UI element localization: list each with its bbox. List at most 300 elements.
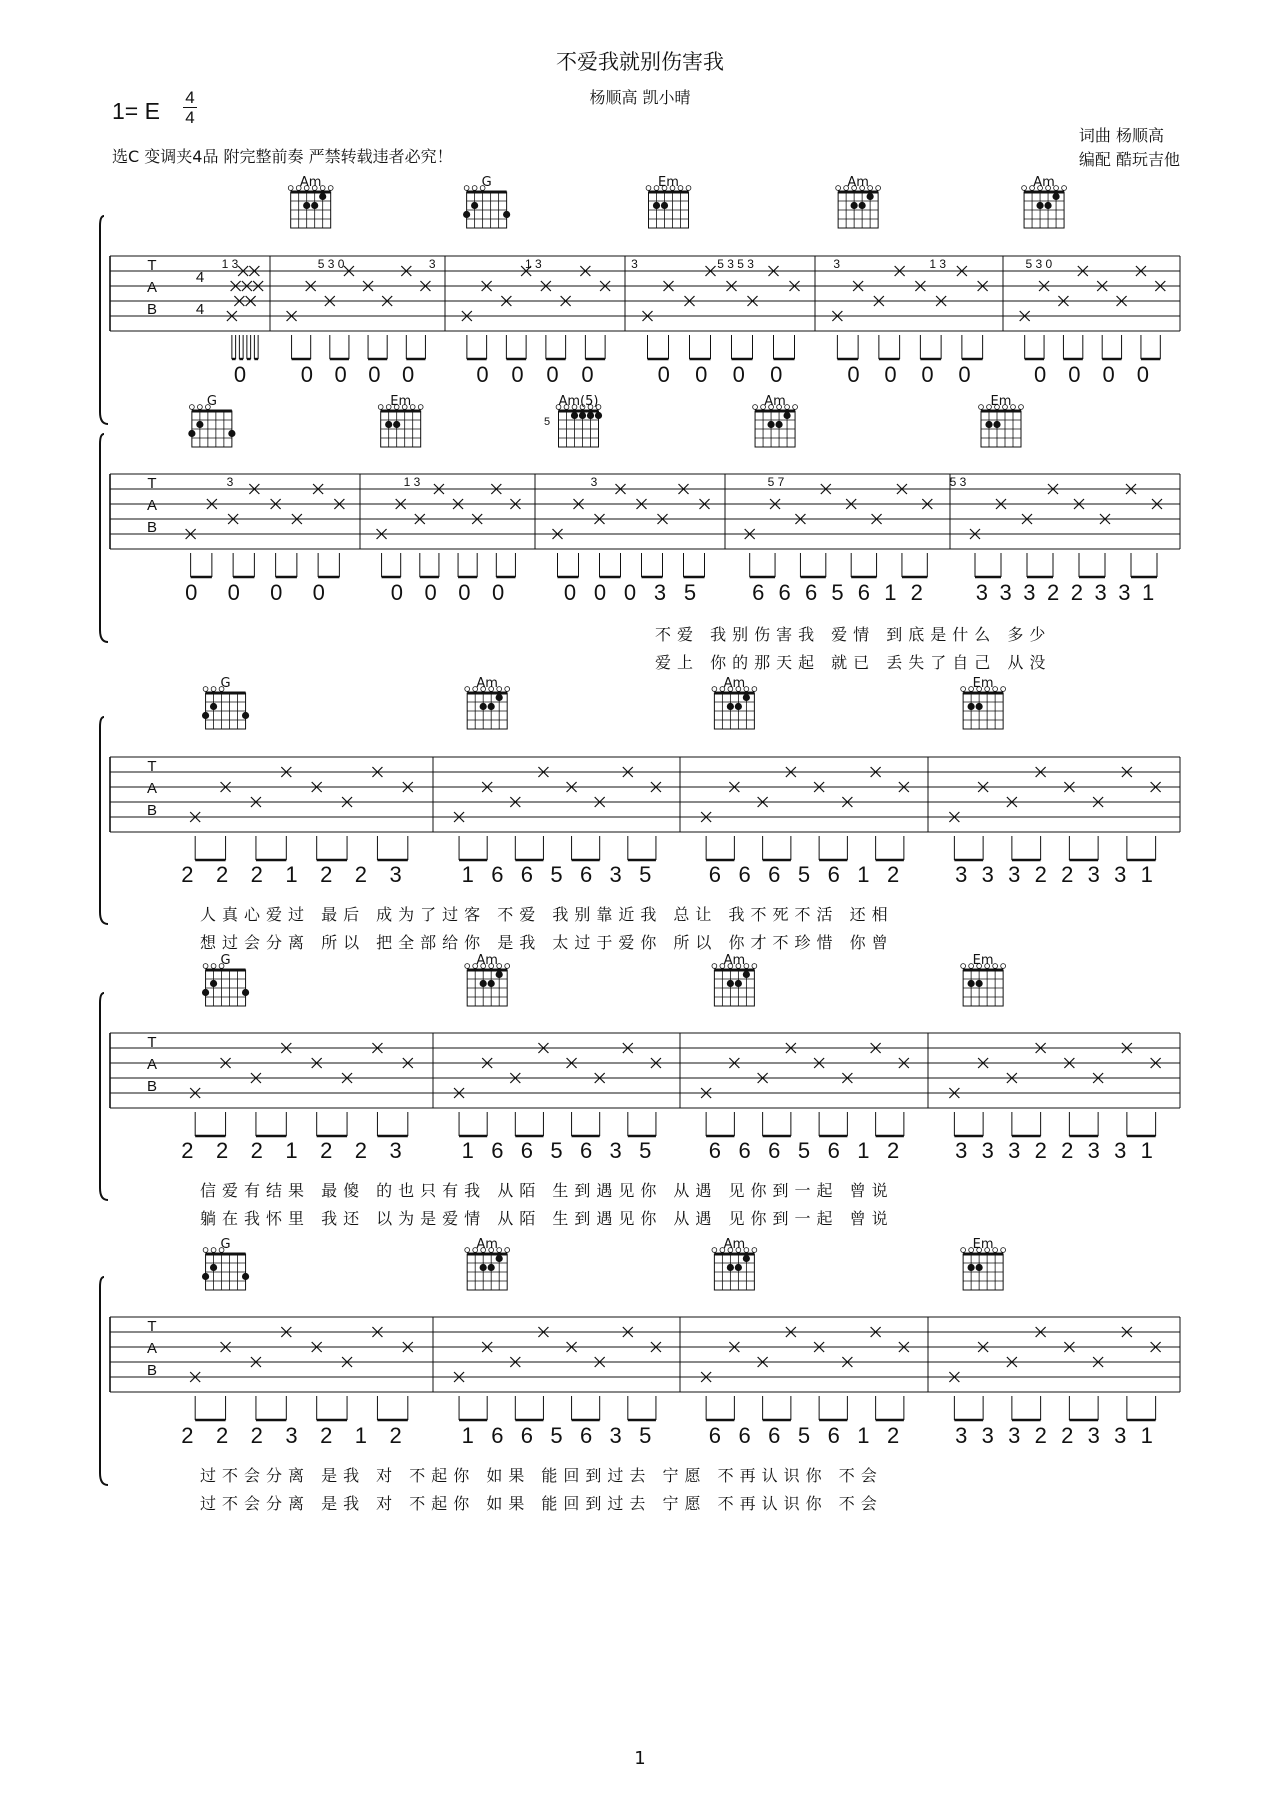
lyric-line: 信爱有结果 最傻 的也只有我 从陌 生到遇见你 从遇 见你到一起 曾说 [200,1181,894,1200]
open-string-marker [753,405,758,410]
chord-finger-dot [480,703,487,710]
open-string-marker [752,964,757,969]
jianpu-note: 3 [1087,1423,1100,1448]
jianpu-note: 6 [708,1423,721,1448]
capo-note: 选C 变调夹4品 附完整前奏 严禁转载违者必究！ [112,147,453,166]
lyrics-music-credit: 词曲 杨顺高 [1078,126,1164,145]
chord-finger-dot [976,980,983,987]
system-bracket [100,434,108,642]
open-string-marker [836,186,841,191]
chord-diagram-1 [465,953,510,1006]
chord-diagram-0 [188,394,235,447]
tab-fret-number: 5 3 5 3 [717,257,754,271]
jianpu-note: 3 [609,862,622,887]
jianpu-note: 3 [285,1423,298,1448]
jianpu-note: 5 [797,1423,811,1448]
jianpu-note: 3 [1087,1138,1100,1163]
open-string-marker [712,1248,717,1253]
song-artist: 杨顺高 凯小晴 [589,88,691,107]
open-string-marker [505,687,510,692]
jianpu-note: 2 [181,1138,194,1163]
chord-finger-dot [488,980,495,987]
chord-finger-dot [653,202,660,209]
jianpu-note: 5 [639,862,652,887]
lyric-line: 想过会分离 所以 把全部给你 是我 太过于爱你 所以 你才不珍惜 你曾 [200,933,894,952]
chord-diagram-5 [1022,175,1067,228]
jianpu-note: 3 [1114,1138,1127,1163]
open-string-marker [1001,1248,1006,1253]
jianpu-note: 6 [804,580,818,605]
tab-fret-number: 1 3 [403,475,421,489]
chord-finger-dot [968,1264,975,1271]
jianpu-note: 0 [847,362,860,387]
chord-finger-dot [783,412,790,419]
chord-finger-dot [595,412,602,419]
tab-clef-letter: T [147,475,157,492]
chord-name: G [481,175,492,190]
jianpu-note: 6 [857,580,871,605]
jianpu-note: 6 [491,1138,504,1163]
jianpu-note: 0 [770,362,783,387]
chord-finger-dot [503,211,510,218]
jianpu-note: 2 [887,862,900,887]
chord-finger-dot [488,1264,495,1271]
tab-fret-number: 5 3 0 [1025,257,1053,271]
chord-name: Em [972,676,994,691]
jianpu-note: 0 [270,580,283,605]
chord-name: Am [476,1237,498,1252]
jianpu-note: 3 [389,862,402,887]
jianpu-note: 0 [732,362,745,387]
chord-diagram-3 [646,175,691,228]
jianpu-note: 6 [752,580,765,605]
open-string-marker [465,1248,470,1253]
tab-fret-number: 3 [833,257,841,271]
open-string-marker [961,687,966,692]
jianpu-note: 5 [797,862,811,887]
chord-name: Em [972,1237,994,1252]
chord-finger-dot [202,712,209,719]
open-string-marker [203,1248,208,1253]
jianpu-note: 0 [593,580,607,605]
open-string-marker [1062,186,1067,191]
tab-fret-number: 5 3 [949,475,967,489]
jianpu-note: 2 [320,1138,333,1163]
jianpu-note: 0 [623,580,637,605]
chord-finger-dot [303,202,310,209]
tab-time-signature: 4 [195,269,205,286]
open-string-marker [712,687,717,692]
chord-finger-dot [727,703,734,710]
jianpu-note: 0 [185,580,198,605]
jianpu-note: 6 [579,1138,593,1163]
jianpu-note: 0 [390,580,403,605]
chord-finger-dot [743,1255,750,1262]
jianpu-note: 2 [1034,1423,1047,1448]
chord-diagram-3 [961,1237,1006,1290]
tab-clef-letter: T [147,1034,157,1051]
jianpu-note: 2 [215,862,229,887]
jianpu-note: 1 [884,580,897,605]
chord-name: Am [723,1237,746,1252]
jianpu-note: 1 [461,1138,474,1163]
jianpu-note: 2 [1061,1138,1074,1163]
jianpu-note: 2 [354,1138,368,1163]
chord-finger-dot [661,202,668,209]
chord-diagram-0 [202,676,249,729]
chord-finger-dot [775,421,782,428]
jianpu-note: 0 [958,362,971,387]
chord-finger-dot [471,202,478,209]
jianpu-note: 6 [778,580,791,605]
chord-finger-dot [228,430,235,437]
chord-finger-dot [385,421,392,428]
open-string-marker [288,186,293,191]
chord-finger-dot [393,421,400,428]
jianpu-note: 3 [1008,862,1021,887]
jianpu-note: 0 [300,362,313,387]
jianpu-note: 3 [955,862,968,887]
tab-fret-number: 1 3 [929,257,947,271]
jianpu-note: 0 [511,362,524,387]
chord-finger-dot [976,703,983,710]
tab-fret-number: 5 7 [767,475,785,489]
chord-finger-dot [496,1255,503,1262]
chord-name: G [220,1237,231,1252]
jianpu-note: 3 [1114,1423,1127,1448]
open-string-marker [505,964,510,969]
jianpu-note: 3 [999,580,1012,605]
jianpu-note: 5 [550,1423,563,1448]
jianpu-note: 3 [1094,580,1107,605]
tab-clef-letter: A [146,279,158,296]
jianpu-note: 0 [492,580,505,605]
chord-finger-dot [202,1273,209,1280]
open-string-marker [203,964,208,969]
jianpu-note: 2 [1047,580,1060,605]
jianpu-note: 1 [857,1423,870,1448]
chord-finger-dot [859,202,866,209]
jianpu-note: 6 [768,1138,781,1163]
chord-diagram-2 [712,1237,757,1290]
tab-fret-number: 3 [428,257,436,271]
jianpu-note: 2 [250,1423,263,1448]
open-string-marker [1019,405,1024,410]
chord-finger-dot [767,421,774,428]
chord-name: Am [299,175,322,190]
jianpu-note: 1 [1140,1423,1153,1448]
jianpu-note: 0 [1034,362,1047,387]
chord-name: Em [990,394,1012,409]
jianpu-note: 1 [857,862,870,887]
chord-diagram-1 [465,676,510,729]
chord-name: Am(5) [558,394,599,409]
jianpu-note: 0 [227,580,240,605]
tab-fret-number: 3 [631,257,638,271]
jianpu-note: 6 [708,1138,721,1163]
chord-finger-dot [242,712,249,719]
tab-time-signature: 4 [195,301,205,318]
jianpu-note: 3 [1008,1138,1021,1163]
tab-fret-number: 1 3 [524,257,542,271]
jianpu-note: 0 [581,362,594,387]
open-string-marker [752,1248,757,1253]
chord-diagram-2 [556,394,602,447]
jianpu-note: 1 [461,862,474,887]
jianpu-note: 2 [320,862,333,887]
open-string-marker [378,405,383,410]
jianpu-note: 6 [738,1423,751,1448]
tab-fret-number: 1 3 [221,257,239,271]
chord-finger-dot [993,421,1000,428]
open-string-marker [505,1248,510,1253]
jianpu-note: 0 [312,580,325,605]
jianpu-note: 3 [955,1138,968,1163]
jianpu-note: 0 [424,580,437,605]
jianpu-note: 1 [461,1423,474,1448]
chord-diagram-3 [753,394,798,447]
jianpu-note: 0 [1136,362,1149,387]
chord-diagram-1 [288,175,333,228]
tab-fret-number: 3 [590,475,598,489]
jianpu-note: 3 [1114,862,1127,887]
lyric-line: 过不会分离 是我 对 不起你 如果 能回到过去 宁愿 不再认识你 不会 [200,1466,883,1485]
jianpu-note: 5 [639,1423,652,1448]
chord-name: Em [390,394,412,409]
chord-finger-dot [319,193,326,200]
chord-finger-dot [571,412,578,419]
open-string-marker [472,186,477,191]
jianpu-note: 0 [458,580,471,605]
jianpu-note: 0 [884,362,897,387]
jianpu-note: 5 [639,1138,652,1163]
jianpu-note: 3 [653,580,667,605]
jianpu-note: 6 [520,1423,534,1448]
tab-clef-letter: B [146,1078,158,1095]
chord-name: G [206,394,217,409]
open-string-marker [646,186,651,191]
open-string-marker [752,687,757,692]
chord-finger-dot [210,703,217,710]
open-string-marker [465,687,470,692]
jianpu-note: 3 [975,580,988,605]
jianpu-note: 0 [1068,362,1081,387]
jianpu-note: 1 [1142,580,1155,605]
jianpu-note: 6 [520,1138,534,1163]
system-bracket [100,216,108,424]
chord-finger-dot [242,1273,249,1280]
key-signature: 1= E [112,98,160,124]
tab-fret-number: 3 [226,475,234,489]
chord-finger-dot [968,703,975,710]
tab-clef-letter: T [147,1318,157,1335]
time-signature-top: 4 [185,88,195,107]
chord-finger-dot [496,694,503,701]
tab-clef-letter: A [146,1056,158,1073]
open-string-marker [189,405,194,410]
jianpu-note: 0 [657,362,670,387]
jianpu-note: 0 [476,362,489,387]
time-signature-bottom: 4 [185,108,195,127]
jianpu-note: 1 [285,1138,298,1163]
chord-name: Em [658,175,679,190]
tab-clef-letter: B [146,802,158,819]
chord-finger-dot [188,430,195,437]
jianpu-note: 5 [831,580,844,605]
open-string-marker [203,687,208,692]
song-title: 不爱我就别伤害我 [556,50,724,74]
jianpu-note: 1 [1140,862,1153,887]
chord-name: Em [972,953,994,968]
jianpu-note: 2 [215,1138,229,1163]
open-string-marker [979,405,984,410]
jianpu-note: 6 [738,1138,751,1163]
chord-finger-dot [851,202,858,209]
chord-diagram-3 [961,676,1006,729]
jianpu-note: 0 [368,362,381,387]
chord-diagram-4 [836,175,881,228]
tab-clef-letter: A [146,780,158,797]
chord-diagram-3 [961,953,1006,1006]
chord-name: G [220,676,231,691]
chord-name: Am [476,676,498,691]
open-string-marker [464,186,469,191]
chord-finger-dot [311,202,318,209]
lyric-line: 人真心爱过 最后 成为了过客 不爱 我别靠近我 总让 我不死不活 还相 [200,905,894,924]
jianpu-note: 3 [1118,580,1131,605]
fret-position-marker: 5 [543,416,551,428]
lyric-line: 躺在我怀里 我还 以为是爱情 从陌 生到遇见你 从遇 见你到一起 曾说 [200,1209,894,1228]
chord-diagram-1 [378,394,423,447]
jianpu-note: 2 [320,1423,333,1448]
open-string-marker [1001,964,1006,969]
system-bracket [100,717,108,924]
jianpu-note: 3 [609,1423,622,1448]
open-string-marker [418,405,423,410]
open-string-marker [712,964,717,969]
open-string-marker [876,186,881,191]
open-string-marker [793,405,798,410]
system-bracket [100,993,108,1200]
jianpu-note: 2 [910,580,923,605]
open-string-marker [1022,186,1027,191]
jianpu-note: 6 [579,862,593,887]
system-bracket [100,1277,108,1485]
chord-diagram-2 [712,953,757,1006]
chord-name: Am [764,394,786,409]
jianpu-note: 3 [1008,1423,1021,1448]
jianpu-note: 3 [1087,862,1100,887]
tab-fret-number: 5 3 0 [317,257,345,271]
jianpu-note: 6 [579,1423,593,1448]
jianpu-note: 3 [981,862,994,887]
chord-finger-dot [488,703,495,710]
jianpu-note: 2 [1061,862,1074,887]
chord-finger-dot [976,1264,983,1271]
jianpu-note: 6 [827,1138,840,1163]
jianpu-note: 5 [683,580,697,605]
chord-name: Am [723,676,746,691]
lyric-line: 过不会分离 是我 对 不起你 如果 能回到过去 宁愿 不再认识你 不会 [200,1494,883,1513]
chord-finger-dot [496,971,503,978]
jianpu-note: 6 [491,862,504,887]
chord-finger-dot [242,989,249,996]
jianpu-note: 2 [1034,862,1047,887]
jianpu-note: 0 [402,362,415,387]
jianpu-note: 0 [546,362,559,387]
lyric-line: 不爱 我别伤害我 爱情 到底是什么 多少 [655,625,1052,644]
jianpu-note: 1 [857,1138,870,1163]
chord-diagram-2 [463,175,510,228]
chord-name: Am [476,953,498,968]
chord-finger-dot [210,980,217,987]
jianpu-note: 2 [389,1423,402,1448]
chord-finger-dot [210,1264,217,1271]
open-string-marker [197,405,202,410]
jianpu-note: 2 [215,1423,229,1448]
jianpu-note: 6 [827,1423,840,1448]
chord-name: Am [847,175,869,190]
chord-diagram-0 [202,1237,249,1290]
jianpu-note: 0 [1102,362,1115,387]
open-string-marker [328,186,333,191]
jianpu-note: 6 [738,862,751,887]
jianpu-note: 3 [609,1138,622,1163]
chord-finger-dot [743,971,750,978]
chord-name: Am [1033,175,1055,190]
chord-name: Am [723,953,746,968]
chord-finger-dot [735,980,742,987]
open-string-marker [211,1248,216,1253]
jianpu-note: 0 [563,580,577,605]
arrangement-credit: 编配 酷玩吉他 [1078,150,1180,169]
chord-finger-dot [196,421,203,428]
chord-finger-dot [587,412,594,419]
chord-finger-dot [735,1264,742,1271]
chord-finger-dot [867,193,874,200]
chord-finger-dot [968,980,975,987]
chord-finger-dot [202,989,209,996]
chord-finger-dot [1036,202,1043,209]
page-number: 1 [634,1748,646,1769]
open-string-marker [465,964,470,969]
jianpu-note: 3 [955,1423,968,1448]
chord-finger-dot [463,211,470,218]
chord-finger-dot [727,980,734,987]
tab-clef-letter: A [146,1340,158,1357]
jianpu-note: 2 [887,1423,900,1448]
tab-clef-letter: A [146,497,158,514]
jianpu-note: 5 [550,1138,563,1163]
jianpu-note: 6 [768,862,781,887]
jianpu-note: 6 [768,1423,781,1448]
chord-finger-dot [1044,202,1051,209]
open-string-marker [1001,687,1006,692]
jianpu-note: 6 [491,1423,504,1448]
chord-diagram-0 [202,953,249,1006]
jianpu-note: 0 [695,362,708,387]
jianpu-note: 2 [354,862,368,887]
jianpu-note: 3 [389,1138,402,1163]
chord-finger-dot [480,1264,487,1271]
open-string-marker [211,964,216,969]
jianpu-note: 3 [1023,580,1036,605]
jianpu-note: 5 [550,862,563,887]
chord-finger-dot [480,980,487,987]
chord-finger-dot [579,412,586,419]
lyric-line: 爱上 你的那天起 就已 丢失了自己 从没 [655,653,1052,672]
chord-finger-dot [727,1264,734,1271]
